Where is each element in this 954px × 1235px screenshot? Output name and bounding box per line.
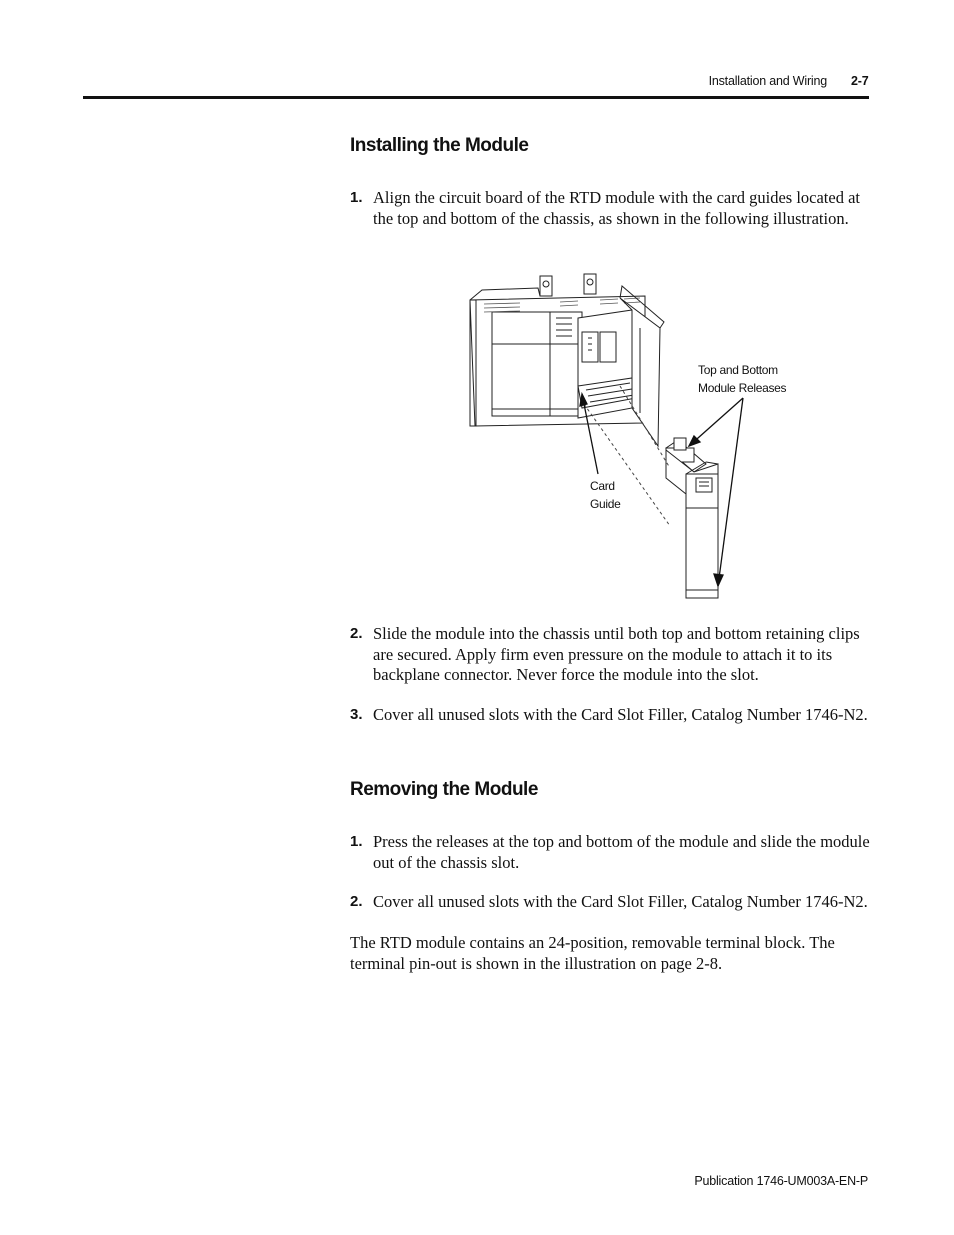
running-header-title: Installation and Wiring [708,74,827,88]
step-text: Slide the module into the chassis until both top and bottom retaining clips are secured. Apply firm even pressure on the module to attach it to its backplane connector. Never force the module into the slot. [373,624,860,684]
step-number: 1. [350,833,363,850]
step-number: 3. [350,706,363,723]
heading-installing: Installing the Module [350,135,529,156]
label-line: Card [590,479,615,493]
label-card-guide [590,478,621,513]
mounting-tab-left [540,276,552,296]
install-step-2 [350,624,875,686]
label-line: Module Releases [698,380,787,395]
heading-removing: Removing the Module [350,779,538,800]
terminal-block-note: The RTD module contains an 24-position, removable terminal block. The terminal pin-out is shown in the illustration on page 2-8. [350,933,835,973]
step-number: 1. [350,189,363,206]
label-module-releases [698,362,786,397]
step-number: 2. [350,893,363,910]
mounting-tab-right [584,274,596,294]
step-text: Cover all unused slots with the Card Slot Filler, Catalog Number 1746-N2. [373,892,868,911]
label-line: Guide [590,496,621,511]
publication-footer: Publication 1746-UM003A-EN-P [694,1174,868,1188]
header-rule [83,96,869,99]
step-number: 2. [350,625,363,642]
module-installation-illustration [460,268,800,608]
step-text: Align the circuit board of the RTD module with the card guides located at the top and bottom of the chassis, as shown in the following illustration. [373,188,860,228]
install-step-1 [350,188,875,229]
page-number: 2-7 [851,74,869,88]
rtd-module [666,438,718,598]
label-line: Top and Bottom [698,363,778,377]
step-text: Press the releases at the top and bottom of the module and slide the module out of the chassis slot. [373,832,870,872]
remove-step-1 [350,832,875,873]
step-text: Cover all unused slots with the Card Slot Filler, Catalog Number 1746-N2. [373,705,868,724]
install-step-3 [350,705,875,726]
remove-step-2 [350,892,875,913]
